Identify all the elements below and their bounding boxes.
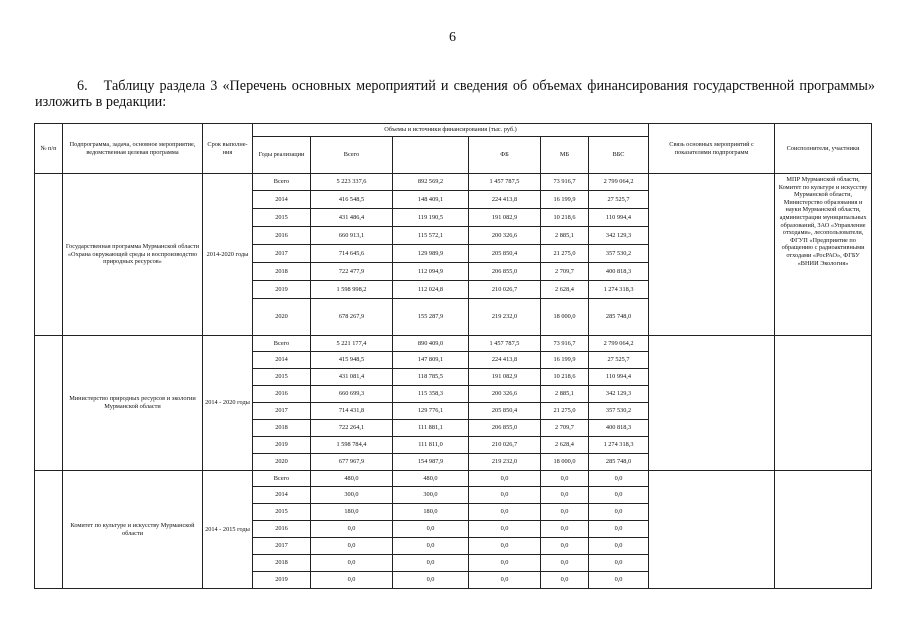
fb-cell: 0,0: [469, 471, 541, 487]
year-cell: 2016: [253, 227, 311, 245]
mb-cell: 2 885,1: [541, 386, 589, 403]
total-cell: 714 645,6: [311, 245, 393, 263]
col2-cell: 112 094,9: [393, 263, 469, 281]
header-mb: МБ: [541, 137, 589, 174]
fb-cell: 0,0: [469, 572, 541, 589]
year-cell: Всего: [253, 174, 311, 191]
fb-cell: 191 082,9: [469, 209, 541, 227]
mb-cell: 2 885,1: [541, 227, 589, 245]
header-fb: ФБ: [469, 137, 541, 174]
vbs-cell: 2 799 064,2: [589, 174, 649, 191]
indicator-link-cell: [649, 471, 775, 589]
vbs-cell: 110 994,4: [589, 369, 649, 386]
header-blank: [393, 137, 469, 174]
col2-cell: 115 358,3: [393, 386, 469, 403]
mb-cell: 16 199,9: [541, 191, 589, 209]
col2-cell: 115 572,1: [393, 227, 469, 245]
mb-cell: 0,0: [541, 521, 589, 538]
mb-cell: 0,0: [541, 471, 589, 487]
vbs-cell: 342 129,3: [589, 386, 649, 403]
total-cell: 300,0: [311, 487, 393, 504]
total-cell: 416 548,5: [311, 191, 393, 209]
mb-cell: 18 000,0: [541, 299, 589, 336]
fb-cell: 219 232,0: [469, 299, 541, 336]
year-cell: 2014: [253, 487, 311, 504]
table-row: [35, 174, 872, 191]
mb-cell: 73 916,7: [541, 174, 589, 191]
fb-cell: 205 850,4: [469, 403, 541, 420]
intro-number: 6.: [77, 78, 88, 94]
vbs-cell: 285 748,0: [589, 299, 649, 336]
row-number-cell: [35, 471, 63, 589]
vbs-cell: 0,0: [589, 555, 649, 572]
subprogram-name-cell: Государственная программа Мурманской области «Охрана окружающей среды и воспроизводство природных ресурсов»: [63, 174, 203, 336]
year-cell: 2015: [253, 504, 311, 521]
mb-cell: 0,0: [541, 487, 589, 504]
header-coexecutors: Соисполнители, участники: [775, 124, 872, 174]
col2-cell: 119 190,5: [393, 209, 469, 227]
col2-cell: 111 811,0: [393, 437, 469, 454]
mb-cell: 2 709,7: [541, 263, 589, 281]
col2-cell: 155 287,9: [393, 299, 469, 336]
year-cell: 2016: [253, 521, 311, 538]
mb-cell: 10 218,6: [541, 369, 589, 386]
header-funding-group: Объемы и источники финансирования (тыс. руб.): [253, 124, 649, 137]
indicator-link-cell: [649, 174, 775, 336]
total-cell: 1 598 784,4: [311, 437, 393, 454]
vbs-cell: 0,0: [589, 471, 649, 487]
vbs-cell: 0,0: [589, 487, 649, 504]
header-no: № п/п: [35, 124, 63, 174]
vbs-cell: 0,0: [589, 521, 649, 538]
subprogram-name-cell: Министерство природных ресурсов и экологии Мурманской области: [63, 336, 203, 471]
mb-cell: 0,0: [541, 504, 589, 521]
table-row: [35, 471, 872, 487]
mb-cell: 0,0: [541, 538, 589, 555]
subprogram-name-cell: Комитет по культуре и искусству Мурманской области: [63, 471, 203, 589]
year-cell: 2019: [253, 572, 311, 589]
total-cell: 180,0: [311, 504, 393, 521]
vbs-cell: 1 274 318,3: [589, 281, 649, 299]
table-row: [35, 336, 872, 352]
mb-cell: 0,0: [541, 555, 589, 572]
mb-cell: 73 916,7: [541, 336, 589, 352]
col2-cell: 180,0: [393, 504, 469, 521]
mb-cell: 21 275,0: [541, 245, 589, 263]
total-cell: 1 598 998,2: [311, 281, 393, 299]
fb-cell: 1 457 787,5: [469, 174, 541, 191]
mb-cell: 2 628,4: [541, 281, 589, 299]
header-subprogram: Подпрограмма, задача, основное мероприятие, ведомственная целевая программа: [63, 124, 203, 174]
year-cell: 2017: [253, 245, 311, 263]
col2-cell: 129 989,9: [393, 245, 469, 263]
fb-cell: 0,0: [469, 504, 541, 521]
vbs-cell: 400 818,3: [589, 420, 649, 437]
vbs-cell: 27 525,7: [589, 191, 649, 209]
col2-cell: 480,0: [393, 471, 469, 487]
total-cell: 0,0: [311, 538, 393, 555]
col2-cell: 148 409,1: [393, 191, 469, 209]
year-cell: 2016: [253, 386, 311, 403]
total-cell: 431 486,4: [311, 209, 393, 227]
mb-cell: 16 199,9: [541, 352, 589, 369]
mb-cell: 2 709,7: [541, 420, 589, 437]
fb-cell: 0,0: [469, 538, 541, 555]
col2-cell: 0,0: [393, 538, 469, 555]
intro-text: Таблицу раздела 3 «Перечень основных мероприятий и сведения об объемах финансирования государственной программы» изложить в редакции:: [35, 78, 875, 110]
fb-cell: 200 326,6: [469, 386, 541, 403]
term-cell: 2014-2020 годы: [203, 174, 253, 336]
year-cell: 2020: [253, 454, 311, 471]
term-cell: 2014 - 2020 годы: [203, 336, 253, 471]
fb-cell: 219 232,0: [469, 454, 541, 471]
fb-cell: 210 026,7: [469, 437, 541, 454]
total-cell: 5 223 337,6: [311, 174, 393, 191]
year-cell: 2019: [253, 437, 311, 454]
total-cell: 677 967,9: [311, 454, 393, 471]
fb-cell: 0,0: [469, 555, 541, 572]
total-cell: 0,0: [311, 521, 393, 538]
header-link: Связь основных мероприятий с показателями подпрограмм: [649, 124, 775, 174]
year-cell: 2020: [253, 299, 311, 336]
year-cell: 2017: [253, 538, 311, 555]
mb-cell: 0,0: [541, 572, 589, 589]
fb-cell: 224 413,8: [469, 191, 541, 209]
indicator-link-cell: [649, 336, 775, 471]
coexecutors-cell: МПР Мурманской области, Комитет по культуре и искусству Мурманской области, Министерство образования и науки Мурманской области, администрации муниципальных образований, ЗАО «Управление отходами», лесопользователи, ФГУП «Предприятие по обращению с радиоактивными отходами «РосРАО», ФГБУ «ВНИИ Экология»: [775, 174, 872, 336]
col2-cell: 129 776,1: [393, 403, 469, 420]
vbs-cell: 342 129,3: [589, 227, 649, 245]
total-cell: 0,0: [311, 555, 393, 572]
fb-cell: 0,0: [469, 521, 541, 538]
col2-cell: 118 785,5: [393, 369, 469, 386]
col2-cell: 111 881,1: [393, 420, 469, 437]
col2-cell: 154 987,9: [393, 454, 469, 471]
total-cell: 480,0: [311, 471, 393, 487]
col2-cell: 0,0: [393, 555, 469, 572]
mb-cell: 2 628,4: [541, 437, 589, 454]
col2-cell: 112 024,8: [393, 281, 469, 299]
table-body: [35, 174, 872, 589]
vbs-cell: 0,0: [589, 538, 649, 555]
col2-cell: 147 809,1: [393, 352, 469, 369]
fb-cell: 191 082,9: [469, 369, 541, 386]
total-cell: 722 477,9: [311, 263, 393, 281]
year-cell: 2014: [253, 191, 311, 209]
fb-cell: 200 326,6: [469, 227, 541, 245]
year-cell: 2018: [253, 555, 311, 572]
page-number: 6: [449, 30, 456, 45]
header-term: Срок выполне-ния: [203, 124, 253, 174]
term-cell: 2014 - 2015 годы: [203, 471, 253, 589]
col2-cell: 892 569,2: [393, 174, 469, 191]
fb-cell: 224 413,8: [469, 352, 541, 369]
mb-cell: 21 275,0: [541, 403, 589, 420]
fb-cell: 206 855,0: [469, 263, 541, 281]
total-cell: 714 431,8: [311, 403, 393, 420]
year-cell: 2015: [253, 209, 311, 227]
header-years: Годы реализации: [253, 137, 311, 174]
col2-cell: 890 409,0: [393, 336, 469, 352]
col2-cell: 0,0: [393, 521, 469, 538]
vbs-cell: 27 525,7: [589, 352, 649, 369]
fb-cell: 1 457 787,5: [469, 336, 541, 352]
total-cell: 660 699,3: [311, 386, 393, 403]
year-cell: 2018: [253, 420, 311, 437]
fb-cell: 0,0: [469, 487, 541, 504]
total-cell: 0,0: [311, 572, 393, 589]
year-cell: 2019: [253, 281, 311, 299]
year-cell: 2017: [253, 403, 311, 420]
mb-cell: 18 000,0: [541, 454, 589, 471]
total-cell: 5 221 177,4: [311, 336, 393, 352]
vbs-cell: 1 274 318,3: [589, 437, 649, 454]
year-cell: 2015: [253, 369, 311, 386]
total-cell: 678 267,9: [311, 299, 393, 336]
financing-table: [34, 123, 872, 589]
vbs-cell: 400 818,3: [589, 263, 649, 281]
header-total: Всего: [311, 137, 393, 174]
table-header: [35, 124, 872, 174]
intro-paragraph: [35, 78, 875, 110]
row-number-cell: [35, 174, 63, 336]
year-cell: 2018: [253, 263, 311, 281]
total-cell: 660 913,1: [311, 227, 393, 245]
vbs-cell: 285 748,0: [589, 454, 649, 471]
vbs-cell: 357 530,2: [589, 245, 649, 263]
year-cell: Всего: [253, 336, 311, 352]
fb-cell: 210 026,7: [469, 281, 541, 299]
total-cell: 431 081,4: [311, 369, 393, 386]
total-cell: 415 948,5: [311, 352, 393, 369]
header-vbs: ВБС: [589, 137, 649, 174]
year-cell: 2014: [253, 352, 311, 369]
coexecutors-cell: [775, 336, 872, 471]
vbs-cell: 0,0: [589, 504, 649, 521]
vbs-cell: 0,0: [589, 572, 649, 589]
row-number-cell: [35, 336, 63, 471]
coexecutors-cell: [775, 471, 872, 589]
vbs-cell: 357 530,2: [589, 403, 649, 420]
mb-cell: 10 218,6: [541, 209, 589, 227]
col2-cell: 0,0: [393, 572, 469, 589]
vbs-cell: 110 994,4: [589, 209, 649, 227]
fb-cell: 205 850,4: [469, 245, 541, 263]
fb-cell: 206 855,0: [469, 420, 541, 437]
vbs-cell: 2 799 064,2: [589, 336, 649, 352]
year-cell: Всего: [253, 471, 311, 487]
col2-cell: 300,0: [393, 487, 469, 504]
total-cell: 722 264,1: [311, 420, 393, 437]
